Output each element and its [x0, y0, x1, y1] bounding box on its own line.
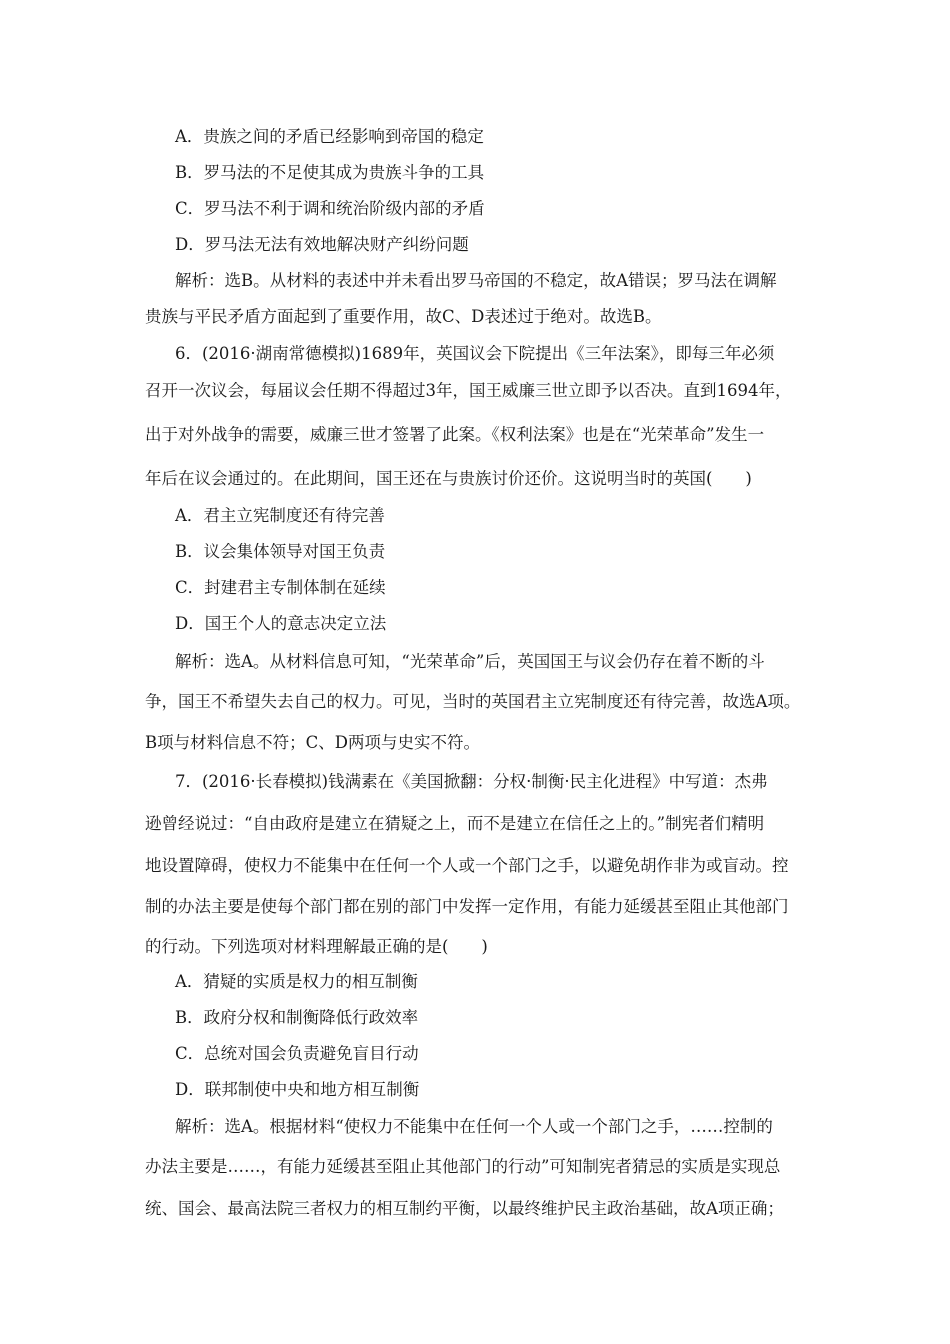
q6-option-c: C．封建君主专制体制在延续 — [175, 578, 386, 597]
q7-stem-line-4: 制的办法主要是使每个部门都在别的部门中发挥一定作用，有能力延缓甚至阻止其他部门 — [145, 897, 789, 916]
q6-analysis-line-3: B项与材料信息不符；C、D两项与史实不符。 — [145, 733, 480, 752]
q6-stem-line-3: 出于对外战争的需要，威廉三世才签署了此案。《权利法案》也是在“光荣革命”发生一 — [145, 425, 765, 444]
q6-stem-line-2: 召开一次议会，每届议会任期不得超过3年，国王威廉三世立即予以否决。直到1694年， — [145, 381, 792, 400]
q7-stem-line-3: 地设置障碍，使权力不能集中在任何一个人或一个部门之手，以避免胡作非为或盲动。控 — [145, 856, 789, 875]
q7-option-a: A．猜疑的实质是权力的相互制衡 — [175, 972, 418, 991]
q6-stem-line-4: 年后在议会通过的。在此期间，国王还在与贵族讨价还价。这说明当时的英国( ) — [145, 469, 752, 488]
q7-option-d: D．联邦制使中央和地方相互制衡 — [175, 1080, 420, 1099]
q6-option-a: A．君主立宪制度还有待完善 — [175, 506, 385, 525]
q5-option-d: D．罗马法无法有效地解决财产纠纷问题 — [175, 235, 469, 254]
q6-option-d: D．国王个人的意志决定立法 — [175, 614, 387, 633]
q7-analysis-line-2: 办法主要是……，有能力延缓甚至阻止其他部门的行动”可知制宪者猜忌的实质是实现总 — [145, 1157, 781, 1176]
q7-option-c: C．总统对国会负责避免盲目行动 — [175, 1044, 419, 1063]
q5-option-c: C．罗马法不利于调和统治阶级内部的矛盾 — [175, 199, 485, 218]
q7-stem-line-1: 7．(2016·长春模拟)钱满素在《美国掀翻：分权·制衡·民主化进程》中写道：杰弗 — [175, 772, 768, 791]
q7-option-b: B．政府分权和制衡降低行政效率 — [175, 1008, 419, 1027]
q6-stem-line-1: 6．(2016·湖南常德模拟)1689年，英国议会下院提出《三年法案》，即每三年必须 — [175, 344, 775, 363]
q7-analysis-line-1: 解析：选A。根据材料“使权力不能集中在任何一个人或一个部门之手，……控制的 — [175, 1117, 773, 1136]
q6-analysis-line-2: 争，国王不希望失去自己的权力。可见，当时的英国君主立宪制度还有待完善，故选A项。 — [145, 692, 801, 711]
q6-option-b: B．议会集体领导对国王负责 — [175, 542, 386, 561]
q7-stem-line-2: 逊曾经说过：“自由政府是建立在猜疑之上，而不是建立在信任之上的。”制宪者们精明 — [145, 814, 765, 833]
q5-option-b: B．罗马法的不足使其成为贵族斗争的工具 — [175, 163, 485, 182]
q7-analysis-line-3: 统、国会、最高法院三者权力的相互制约平衡，以最终维护民主政治基础，故A项正确； — [145, 1199, 784, 1218]
q7-stem-line-5: 的行动。下列选项对材料理解最正确的是( ) — [145, 937, 488, 956]
q5-analysis-line-1: 解析：选B。从材料的表述中并未看出罗马帝国的不稳定，故A错误；罗马法在调解 — [175, 271, 777, 290]
q5-option-a: A．贵族之间的矛盾已经影响到帝国的稳定 — [175, 127, 484, 146]
q5-analysis-line-2: 贵族与平民矛盾方面起到了重要作用，故C、D表述过于绝对。故选B。 — [145, 307, 662, 326]
q6-analysis-line-1: 解析：选A。从材料信息可知，“光荣革命”后，英国国王与议会仍存在着不断的斗 — [175, 652, 765, 671]
